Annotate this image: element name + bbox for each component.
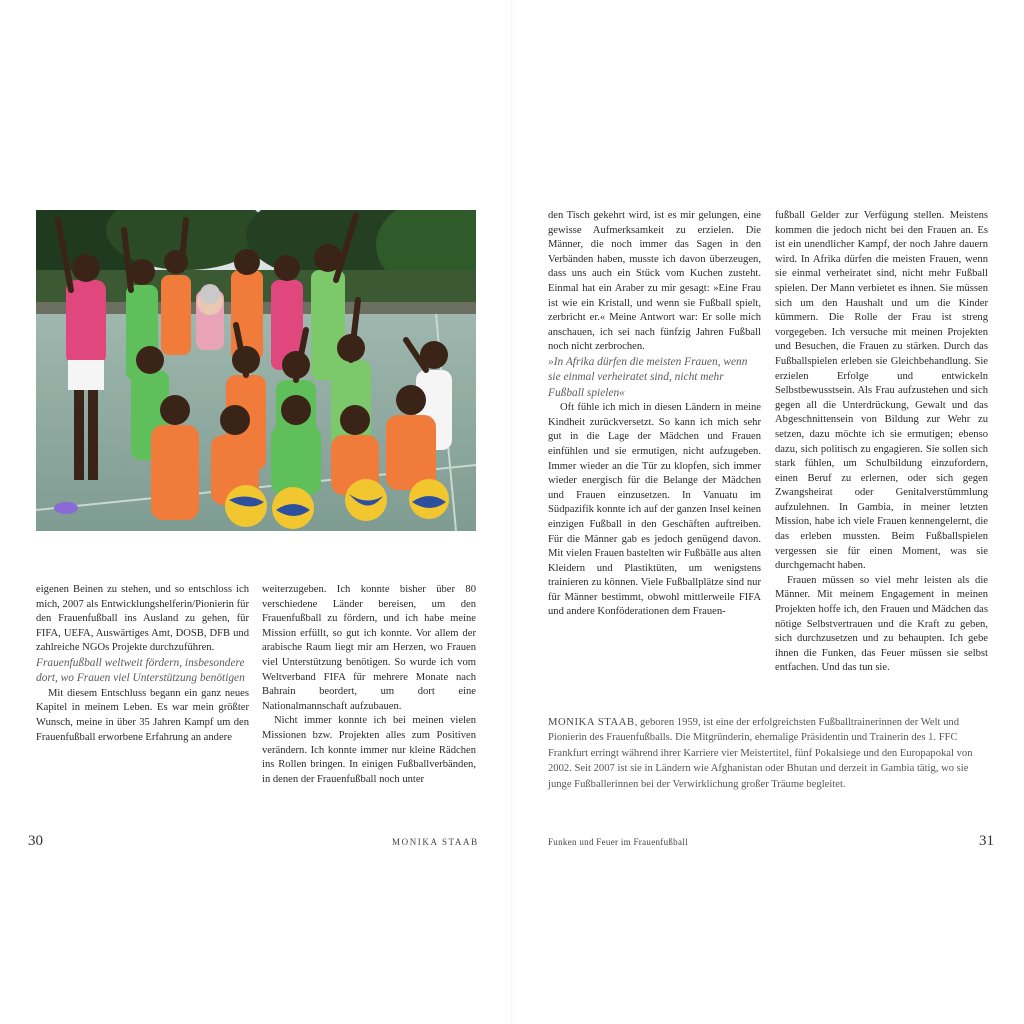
- col4-paragraph-2: Frauen müssen so viel mehr leisten als die Männer. Mit meinem Engagement in meinen Projekten hoffe ich, den Frauen und Mädchen das nötige Selbstvertrauen und die Kraft zu geben, sich durchzusetzen und zu behaupten. Ich gebe ihnen die Funken, das Feuer müssen sie selbst entfachen. Und das tun sie.: [775, 574, 988, 674]
- bio-text: , geboren 1959, ist eine der erfolgreichsten Fußballtrainerinnen der Welt und Pionierin des Frauenfußballs. Die Mitgründerin, ehemalige Präsidentin und Trainerin des 1. FFC Frankfurt erringt während ihrer Karriere vier Meistertitel, fünf Pokalsiege und den Europapokal von 2002. Seit 2007 ist sie in Ländern wie Afghanistan oder Bhutan und derzeit in Gambia tätig, wo sie junge Fußballerinnen bei der Verwirklichung großer Träume begleitet.: [548, 717, 973, 790]
- team-photo: [36, 210, 476, 531]
- col1-paragraph-1: eigenen Beinen zu stehen, und so entschloss ich mich, 2007 als Entwicklungshelferin/Pionierin für den Frauenfußball ins Ausland zu gehen, für FIFA, UEFA, Auswärtiges Amt, DOSB, DFB und zahlreiche NGOs Projekte durchzuführen.: [36, 584, 249, 654]
- running-head-right: Funken und Feuer im Frauenfußball: [548, 837, 688, 847]
- col3-paragraph-1: den Tisch gekehrt wird, ist es mir gelungen, eine gewisse Aufmerksamkeit zu erzielen. Die Männer, die noch immer das Sagen in den Verbänden haben, musste ich davon überzeugen, dass uns auch ein Stück vom Kuchen zusteht. Einmal hat ein Araber zu mir gesagt: »Eine Frau ist wie ein Kristall, und wenn sie Fußball spielt, zerbricht er.« Meine Antwort war: Er solle mich anschauen, ich sei nach fünfzig Jahren Fußball noch nicht zerbrochen.: [548, 210, 761, 353]
- team-photo-illustration: [36, 210, 476, 531]
- book-gutter: [511, 0, 513, 1024]
- page-number-left: 30: [28, 833, 43, 849]
- column-1: [36, 583, 249, 745]
- bio-name: MONIKA STAAB: [548, 717, 635, 728]
- author-bio: [548, 715, 988, 792]
- running-head-left: MONIKA STAAB: [392, 837, 479, 847]
- column-3: [548, 209, 761, 620]
- column-4: [775, 209, 988, 676]
- col2-paragraph-1: weiterzugeben. Ich konnte bisher über 80 verschiedene Länder bereisen, um den Frauenfußball zu fördern, und ich habe meine Mission erfüllt, so gut ich konnte. Vor allem der arabische Raum liegt mir am Herzen, wo Frauen viel Unterstützung benötigen. So wurde ich vom Weltverband FIFA für mehrere Monate nach Bahrain beordert, um dort eine Nationalmannschaft aufzubauen.: [262, 584, 476, 712]
- col3-paragraph-2: Oft fühle ich mich in diesen Ländern in meine Kindheit zurückversetzt. So kann ich mich sehr gut in die Lage der Mädchen und Frauen einfühlen und sie ermutigen, nicht aufzugeben. Immer wieder an die Tür zu klopfen, sich immer wieder energisch für die Belange der Mädchen und Frauen einzusetzen. In Vanuatu im Südpazifik konnte ich auf der ganzen Insel keinen einzigen Fußball in den Geschäften auftreiben. Für die Männer gab es jedoch genügend davon. Mit vielen Frauen bastelten wir Fußbälle aus alten Kleidern und Plastiktüten, um wenigstens trainieren zu können. Viele Fußballplätze sind nur für Männer bestimmt, obwohl mittlerweile FIFA und andere Konföderationen dem Frauen-: [548, 402, 761, 618]
- col1-paragraph-2: Mit diesem Entschluss begann ein ganz neues Kapitel in meinem Leben. Es war mein größter Wunsch, meine in über 35 Jahren Kampf um den Frauenfußball erworbene Erfahrung an andere: [36, 687, 249, 743]
- column-2: [262, 583, 476, 787]
- page-number-right: 31: [979, 833, 994, 849]
- col2-paragraph-2: Nicht immer konnte ich bei meinen vielen Missionen bzw. Projekten alles zum Positiven verändern. Ich konnte immer nur kleine Rädchen ins Rollen bringen. In einigen Fußballverbänden, in denen der Frauenfußball noch unter: [262, 715, 476, 785]
- pull-quote: »In Afrika dürfen die meisten Frauen, wenn sie einmal verheiratet sind, nicht mehr Fußball spielen«: [548, 355, 748, 399]
- subheading: Frauenfußball weltweit fördern, insbesondere dort, wo Frauen viel Unterstützung benötigen: [36, 656, 245, 685]
- col4-paragraph-1: fußball Gelder zur Verfügung stellen. Meistens kommen die jedoch nicht bei den Frauen an. Es ist ein unendlicher Kampf, der noch Jahre dauern wird. In Afrika dürfen die meisten Frauen, wenn sie einmal verheiratet sind, nicht mehr Fußball spielen. Der Mann verbietet es ihnen. Sie müssen sich um den Haushalt und um die Kinder kümmern. Die Rolle der Frau ist streng vorgegeben. Ich versuche mit meinen Projekten und Besuchen, die Frauen zu stärken. Durch das Fußballspielen erleben sie Gleichbehandlung. Sie erzielen Erfolge und entwickeln Selbstbewusstsein. Als Frau aufzustehen und sich gegen all die Unterdrückung, Gewalt und das Abgeschnittensein von Bildung zur Wehr zu setzen, dazu möchte ich sie ermutigen; ebenso dazu, sich politisch zu engagieren. Sie sollen sich stark fühlen, um Schulbildung einzufordern, einen Beruf zu erlernen, oder sich gegen Zwangsheirat oder Genitalverstümmlung aufzulehnen. In Gambia, in meiner letzten Mission, habe ich viele Frauen kennengelernt, die das erleben mussten. Beim Fußballspielen vergessen sie für einen Moment, was sie durchgemacht haben.: [775, 210, 988, 572]
